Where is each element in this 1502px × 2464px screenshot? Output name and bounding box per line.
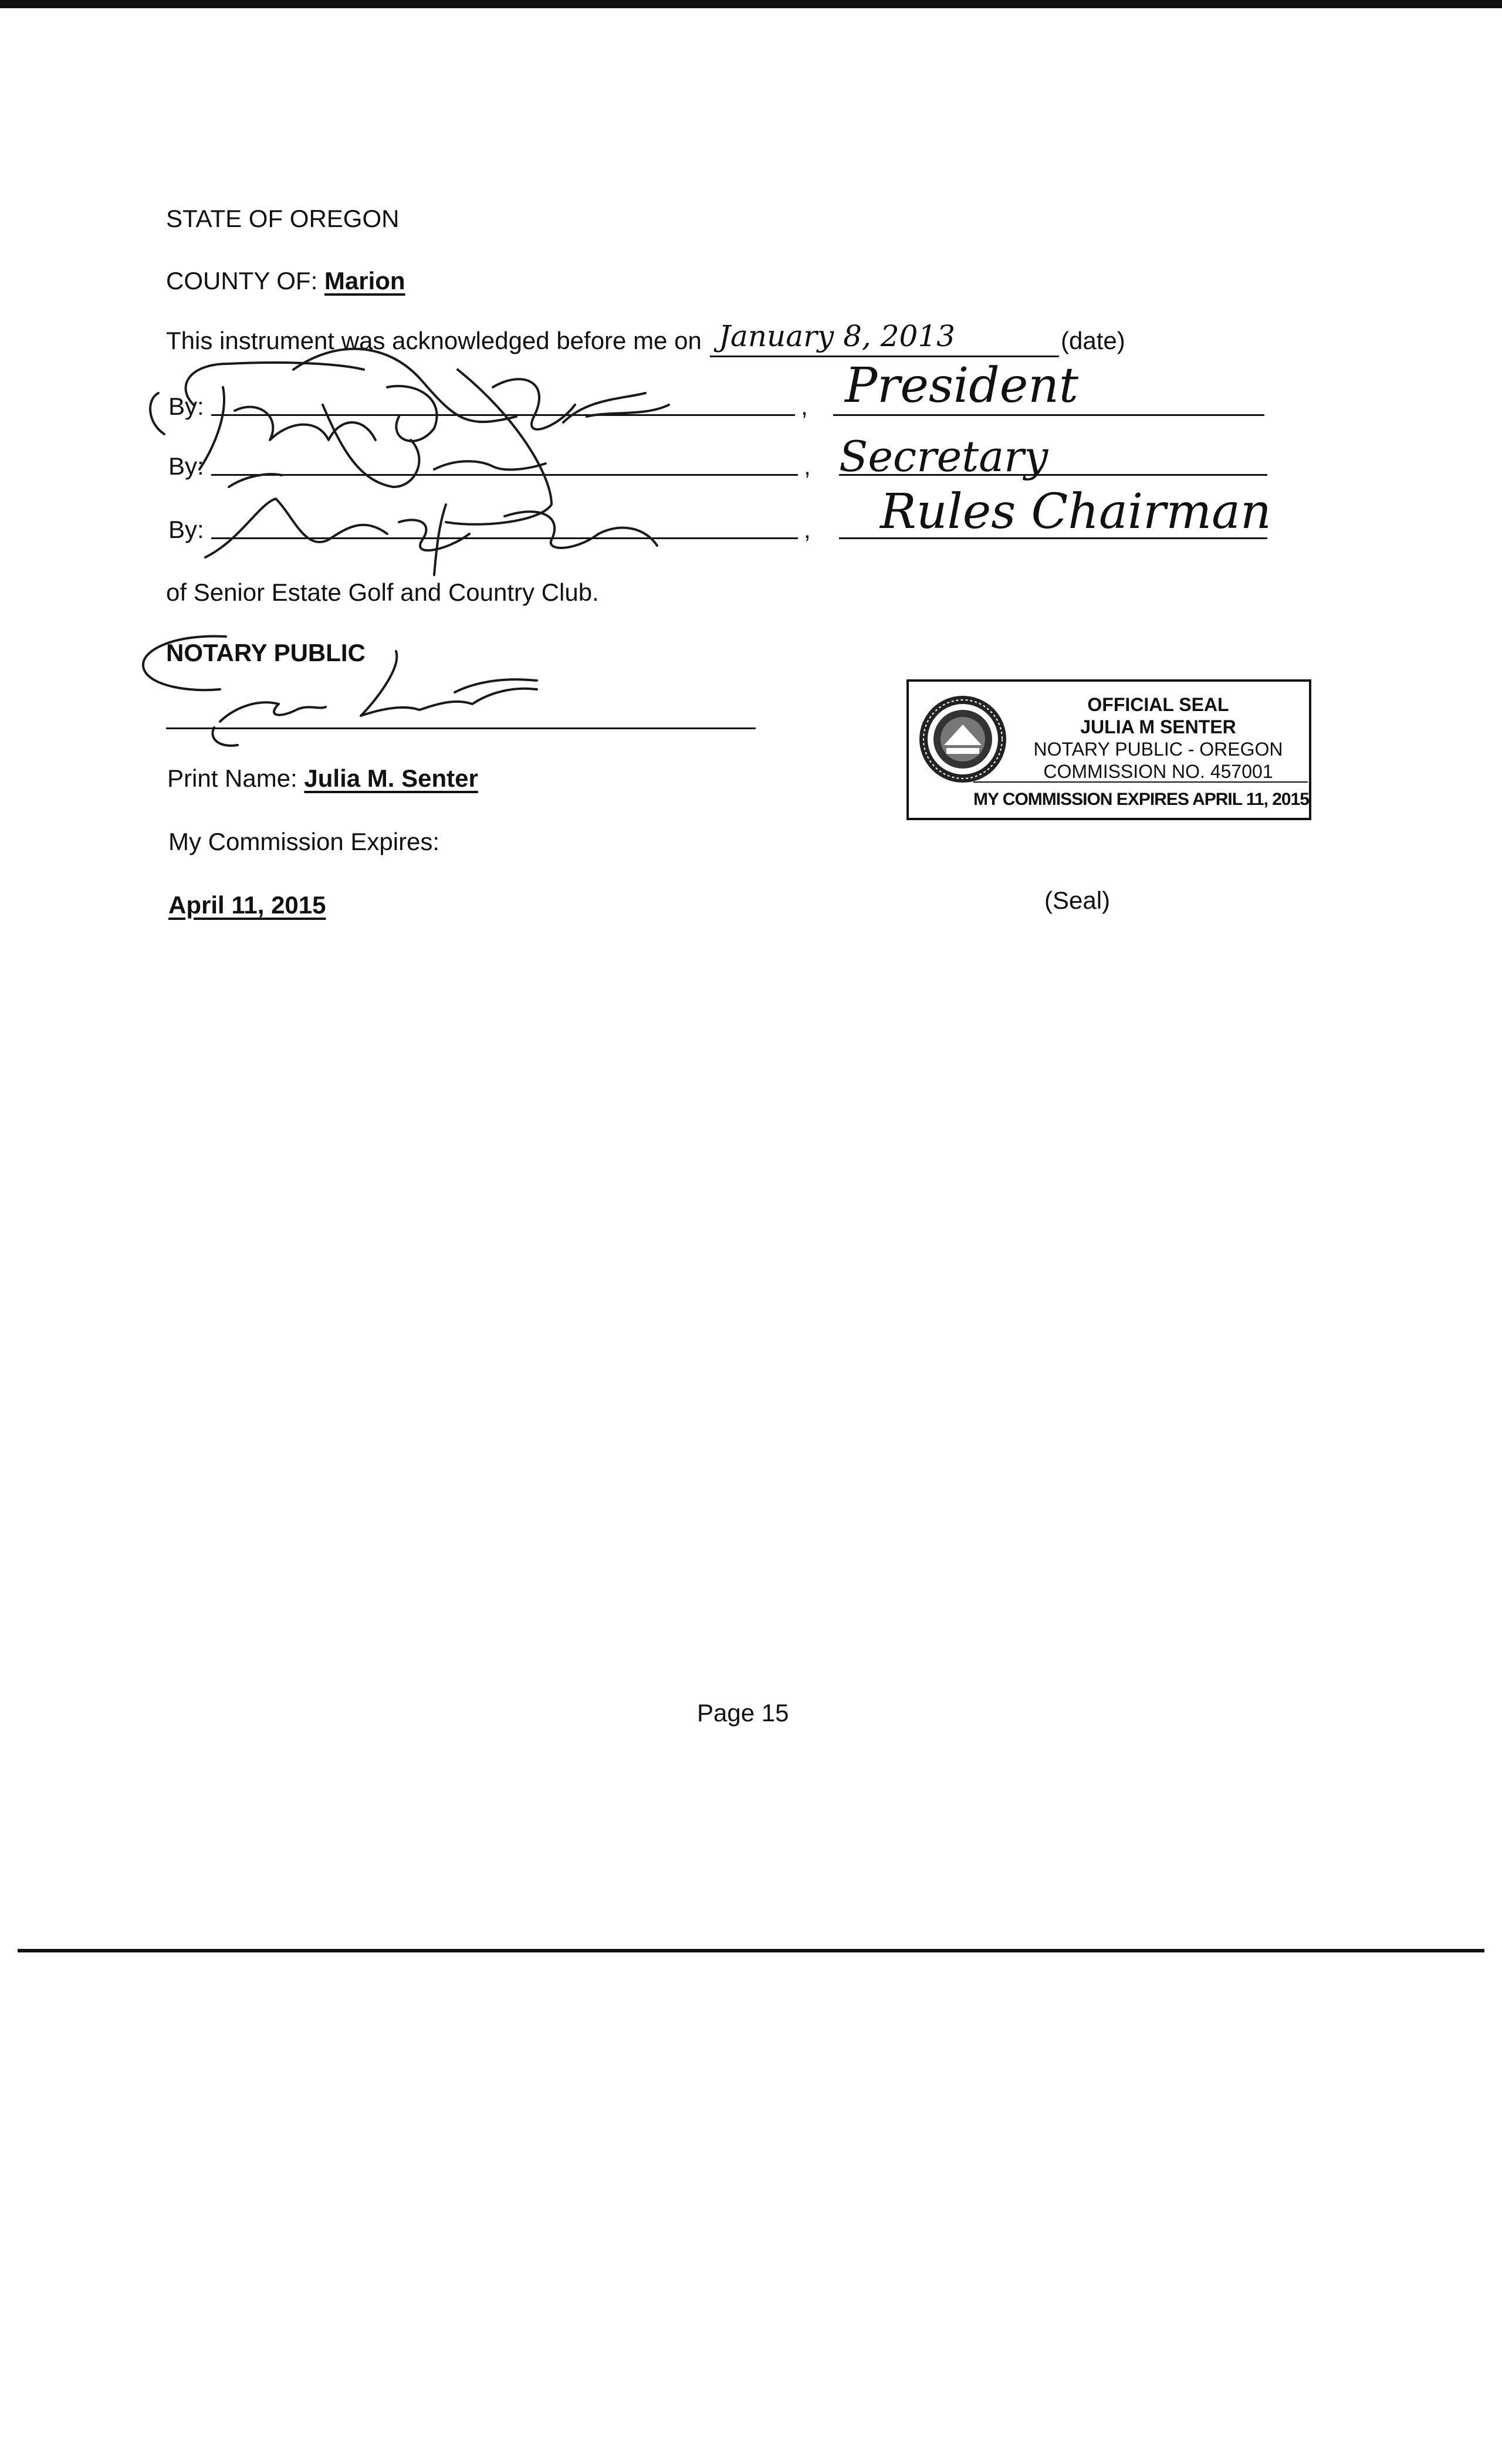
notary-heading: NOTARY PUBLIC xyxy=(166,639,366,666)
signer-3-label: By: xyxy=(168,516,204,543)
seal-label: (Seal) xyxy=(1044,886,1111,914)
page-number: Page 15 xyxy=(697,1699,789,1727)
handwritten-date: January 8, 2013 xyxy=(719,319,955,353)
seal-line-1: OFFICIAL SEAL xyxy=(1087,694,1229,715)
print-name-line xyxy=(167,764,478,793)
title-1-handwritten: President xyxy=(845,358,1078,414)
title-2-handwritten: Secretary xyxy=(839,432,1048,481)
state-line: STATE OF OREGON xyxy=(166,205,400,232)
print-name-value: Julia M. Senter xyxy=(304,764,478,792)
commission-label: My Commission Expires: xyxy=(168,828,440,855)
county-label: COUNTY OF: xyxy=(166,267,318,295)
seal-line-2: JULIA M SENTER xyxy=(1080,716,1236,737)
signature-scribbles xyxy=(141,329,833,598)
seal-line-4: COMMISSION NO. 457001 xyxy=(1043,761,1273,782)
county-line xyxy=(166,266,405,296)
signer-1-label: By: xyxy=(168,392,204,420)
signer-2-label: By: xyxy=(168,452,204,480)
date-suffix: (date) xyxy=(1061,327,1125,354)
seal-line-5: MY COMMISSION EXPIRES APRIL 11, 2015 xyxy=(973,790,1309,809)
official-seal-stamp xyxy=(906,679,1311,820)
organization-line: of Senior Estate Golf and Country Club. xyxy=(166,578,599,606)
title-3-handwritten: Rules Chairman xyxy=(880,484,1271,540)
scan-bottom-border xyxy=(18,1949,1484,1952)
document-page: STATE OF OREGON COUNTY OF: Marion This instrument was acknowledged before me on January 8, 2013 (date) By: , President By: , Secretary By: , Rules Chairman of Senior Estate Golf and Country Club. NOTARY PUBLIC Print Name: Julia M. Senter My Commission Expires: April 11, 2015 (Seal) OFFICIAL SEAL JULIA M SENTER NOTARY PUBLIC - OREGON COMMISSION NO. 457001 MY COMMISSION EXPIRES APRIL 11, 2015 Page 15 xyxy=(0,0,1502,2464)
scan-top-border xyxy=(0,0,1502,8)
seal-line-3: NOTARY PUBLIC - OREGON xyxy=(1033,739,1283,760)
state-seal-emblem xyxy=(916,692,1010,786)
print-name-label: Print Name: xyxy=(167,764,297,792)
acknowledgment-prefix: This instrument was acknowledged before me on xyxy=(166,327,702,354)
commission-date: April 11, 2015 xyxy=(168,891,326,919)
notary-signature xyxy=(126,622,584,757)
title-1-line xyxy=(833,414,1264,416)
notary-signature-line xyxy=(166,727,756,729)
county-value: Marion xyxy=(324,267,405,295)
